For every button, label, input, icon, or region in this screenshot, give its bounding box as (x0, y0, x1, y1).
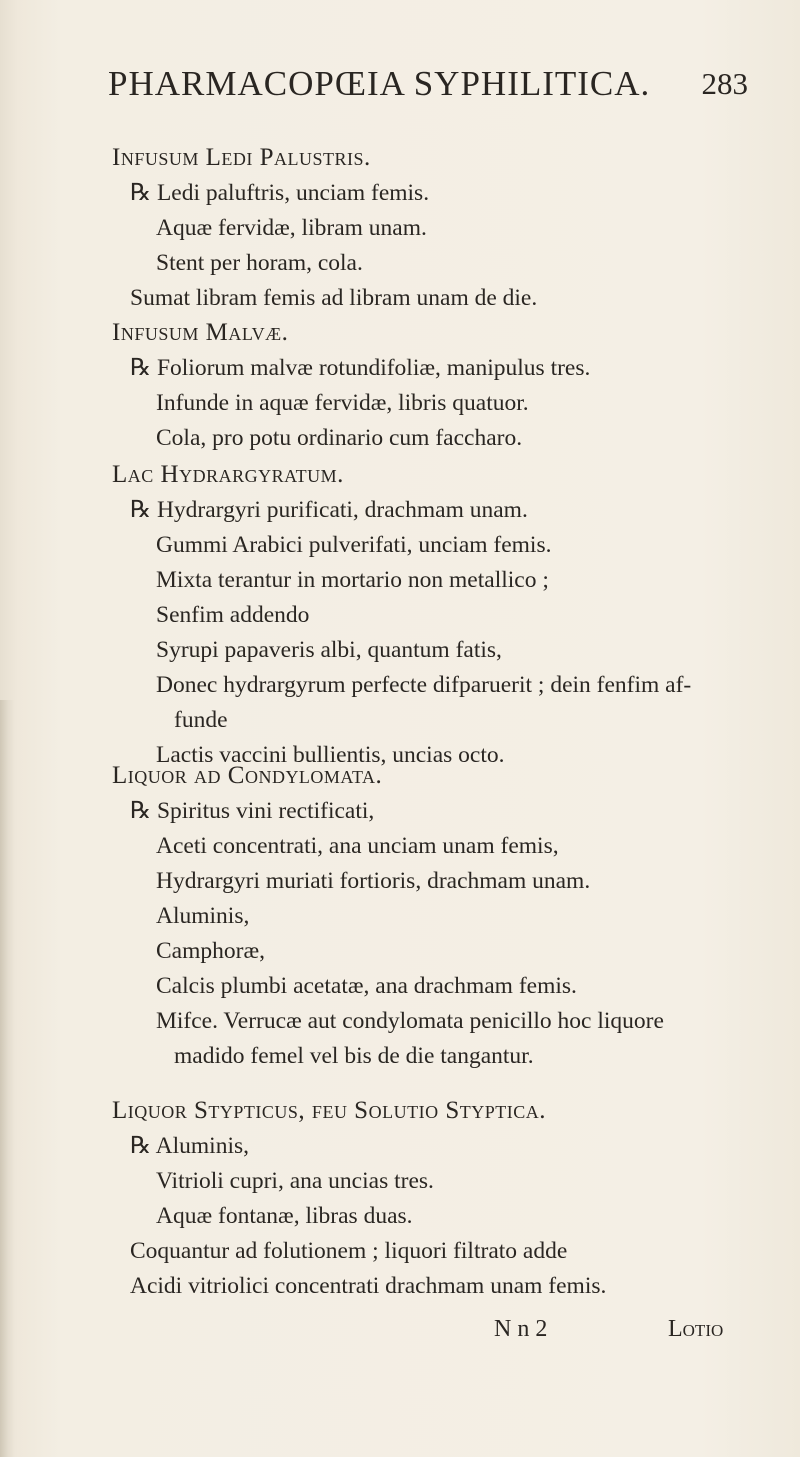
recipe-line: Vitrioli cupri, ana uncias tres. (156, 1168, 434, 1194)
recipe-line: Coquantur ad folutionem ; liquori filtrato adde (130, 1238, 568, 1264)
recipe-line: Mifce. Verrucæ aut condylomata penicillo hoc liquore (156, 1008, 664, 1034)
recipe-line: madido femel vel bis de die tangantur. (174, 1043, 534, 1069)
recipe-line: Gummi Arabici pulverifati, unciam femis. (156, 532, 552, 558)
recipe-heading: Lac Hydrargyratum. (112, 461, 344, 488)
recipe-line: Cola, pro potu ordinario cum faccharo. (156, 425, 523, 451)
recipe-line: Lactis vaccini bullientis, uncias octo. (156, 742, 505, 768)
page-number: 283 (701, 66, 748, 101)
catchword: Lotio (668, 1316, 724, 1342)
recipe-infusum-ledi (112, 140, 752, 316)
recipe-line: Aluminis, (156, 903, 250, 929)
recipe-line: Mixta terantur in mortario non metallico ; (156, 567, 549, 593)
recipe-line: ℞ Ledi paluftris, unciam femis. (130, 180, 430, 206)
recipe-line: Camphoræ, (156, 938, 266, 964)
recipe-line: Calcis plumbi acetatæ, ana drachmam femis. (156, 973, 577, 999)
recipe-line: Aquæ fontanæ, libras duas. (156, 1203, 413, 1229)
recipe-line: Acidi vitriolici concentrati drachmam unam femis. (130, 1273, 607, 1299)
recipe-line: Hydrargyri muriati fortioris, drachmam unam. (156, 868, 591, 894)
recipe-line: ℞ Hydrargyri purificati, drachmam unam. (130, 497, 528, 523)
recipe-line: Sumat libram femis ad libram unam de die. (130, 285, 538, 311)
page-header (108, 64, 748, 114)
recipe-line: Aceti concentrati, ana unciam unam femis, (156, 833, 559, 859)
recipe-line: ℞ Foliorum malvæ rotundifoliæ, manipulus tres. (130, 355, 591, 381)
recipe-line: Stent per horam, cola. (156, 250, 363, 276)
recipe-line: Aquæ fervidæ, libram unam. (156, 215, 427, 241)
recipe-line: ℞ Spiritus vini rectificati, (130, 798, 375, 824)
recipe-heading: Liquor ad Condylomata. (112, 762, 383, 789)
signature-mark: N n 2 (494, 1316, 548, 1342)
recipe-line: Donec hydrargyrum perfecte difparuerit ; dein fenfim af- (156, 672, 692, 698)
recipe-line: Senfim addendo (156, 602, 310, 628)
recipe-lac-hydrargyratum (112, 457, 752, 773)
recipe-liquor-condylomata (112, 758, 752, 1074)
recipe-line: funde (174, 707, 228, 733)
recipe-liquor-stypticus (112, 1093, 752, 1304)
recipe-heading: Infusum Malvæ. (112, 319, 289, 346)
recipe-infusum-malvae (112, 315, 752, 456)
recipe-heading: Liquor Stypticus, feu Solutio Styptica. (112, 1097, 546, 1124)
running-title: PHARMACOPŒIA SYPHILITICA. (108, 64, 651, 103)
binding-shadow (0, 700, 14, 1457)
recipe-line: ℞ Aluminis, (130, 1133, 250, 1159)
recipe-line: Infunde in aquæ fervidæ, libris quatuor. (156, 390, 529, 416)
recipe-line: Syrupi papaveris albi, quantum fatis, (156, 637, 502, 663)
recipe-heading: Infusum Ledi Palustris. (112, 144, 371, 171)
